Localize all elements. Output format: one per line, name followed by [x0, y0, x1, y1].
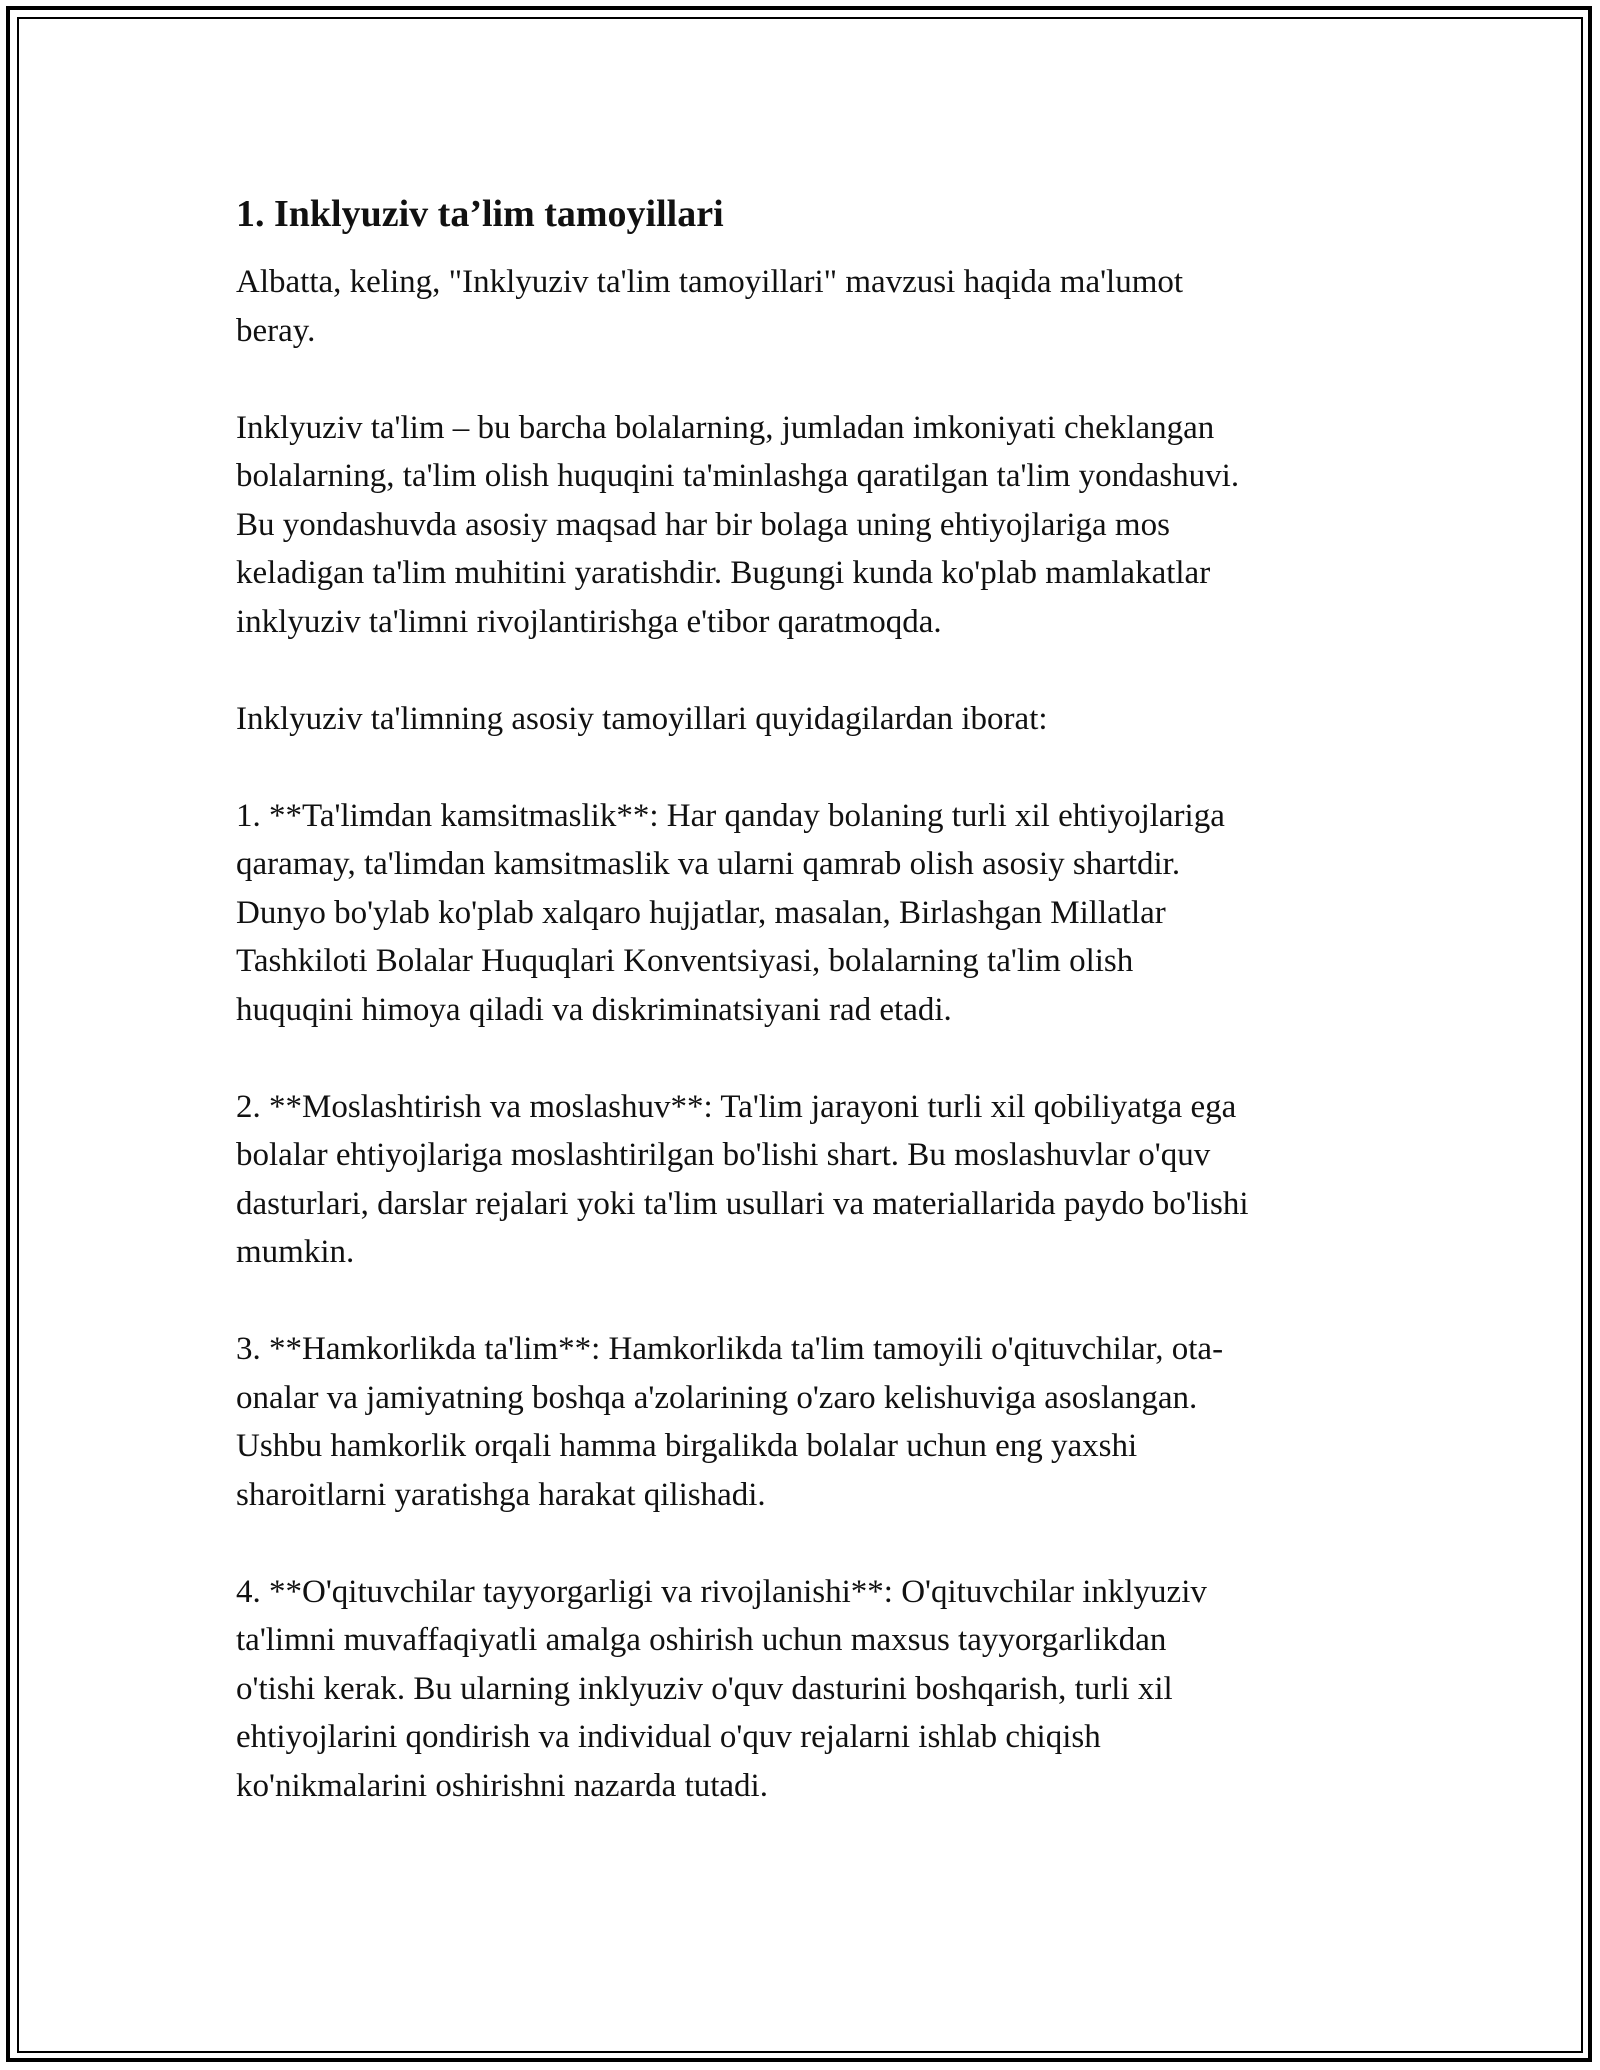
intro-paragraph: Albatta, keling, "Inklyuziv ta'lim tamoyillari" mavzusi haqida ma'lumot beray. — [236, 264, 1184, 349]
principles-intro-paragraph: Inklyuziv ta'limning asosiy tamoyillari quyidagilardan iborat: — [236, 700, 1048, 737]
section-heading: 1. Inklyuziv ta’lim tamoyillari — [236, 193, 724, 235]
principle-2-paragraph: 2. **Moslashtirish va moslashuv**: Ta'lim jarayoni turli xil qobiliyatga ega bolalar ehtiyojlariga moslashtirilgan bo'lishi shart. Bu moslashuvlar o'quv dasturlari, darslar rejalari yoki ta'lim usullari va materiallarida paydo bo'lishi mumkin. — [236, 1088, 1249, 1270]
principle-1-paragraph: 1. **Ta'limdan kamsitmaslik**: Har qanday bolaning turli xil ehtiyojlariga qaramay, ta'limdan kamsitmaslik va ularni qamrab olish asosiy shartdir. Dunyo bo'ylab ko'plab xalqaro hujjatlar, masalan, Birlashgan Millatlar Tashkiloti Bolalar Huquqlari Konventsiyasi, bolalarning ta'lim olish huquqini himoya qiladi va diskriminatsiyani rad etadi. — [236, 797, 1225, 1028]
principle-4-paragraph: 4. **O'qituvchilar tayyorgarligi va rivojlanishi**: O'qituvchilar inklyuziv ta'limni muvaffaqiyatli amalga oshirish uchun maxsus tayyorgarlikdan o'tishi kerak. Bu ularning inklyuziv o'quv dasturini boshqarish, turli xil ehtiyojlarini qondirish va individual o'quv rejalarni ishlab chiqish ko'nikmalarini oshirishni nazarda tutadi. — [236, 1573, 1207, 1804]
definition-paragraph: Inklyuziv ta'lim – bu barcha bolalarning, jumladan imkoniyati cheklangan bolalarning, ta'lim olish huquqini ta'minlashga qaratilgan ta'lim yondashuvi. Bu yondashuvda asosiy maqsad har bir bolaga uning ehtiyojlariga mos keladigan ta'lim muhitini yaratishdir. Bugungi kunda ko'plab mamlakatlar inklyuziv ta'limni rivojlantirishga e'tibor qaratmoqda. — [236, 409, 1240, 640]
principle-3-paragraph: 3. **Hamkorlikda ta'lim**: Hamkorlikda ta'lim tamoyili o'qituvchilar, ota- onalar va jamiyatning boshqa a'zolarining o'zaro kelishuviga asoslangan. Ushbu hamkorlik orqali hamma birgalikda bolalar uchun eng yaxshi sharoitlarni yaratishga harakat qilishadi. — [236, 1331, 1224, 1513]
document-body — [236, 190, 1366, 1859]
